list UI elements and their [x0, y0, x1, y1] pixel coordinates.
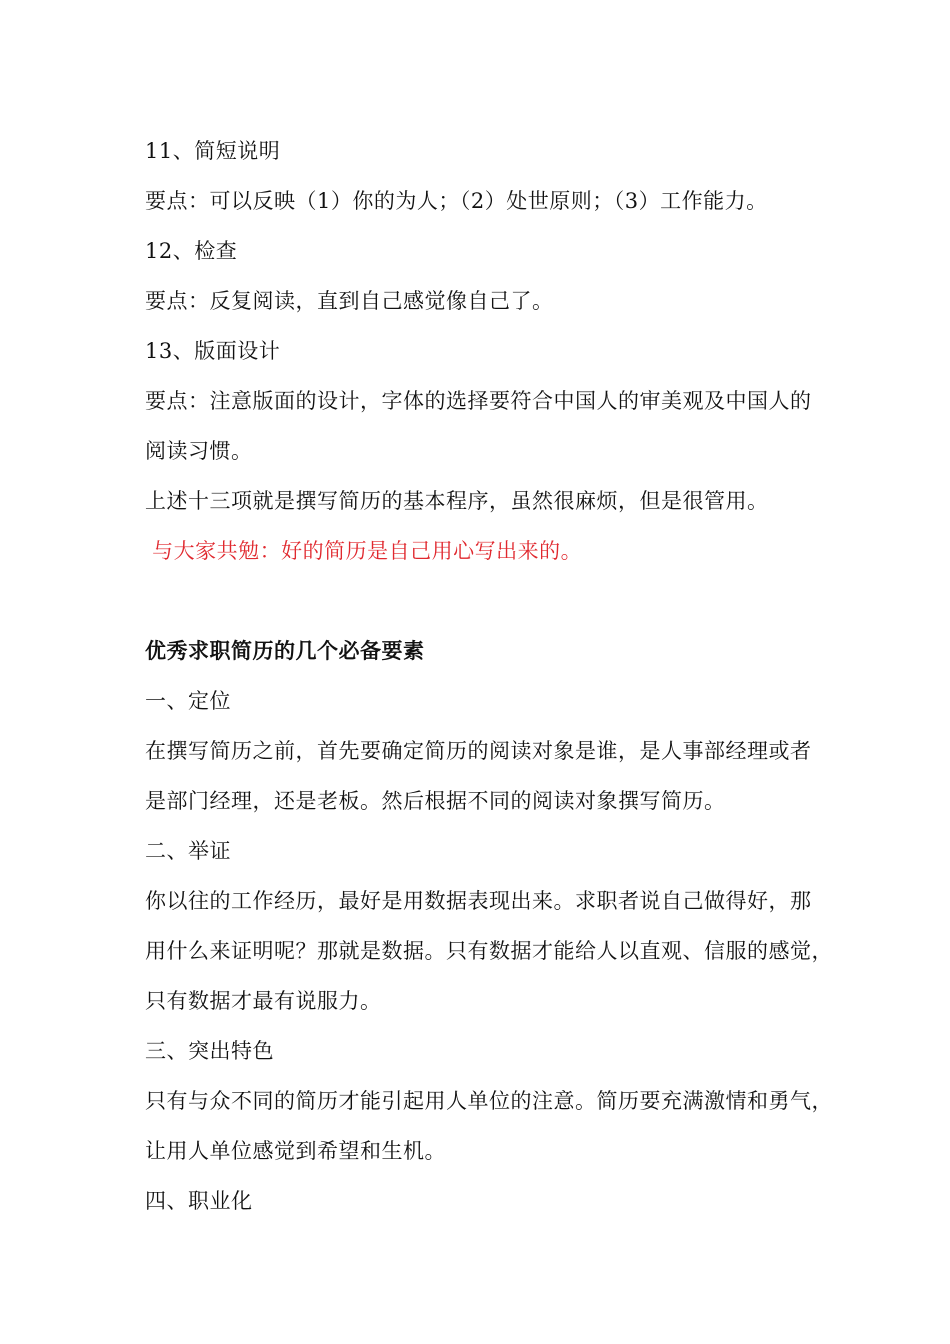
paragraph-features-cont: 让用人单位感觉到希望和生机。: [145, 1139, 446, 1163]
document-body: [145, 126, 865, 1226]
section-heading-positioning: 一、定位: [145, 689, 231, 713]
paragraph-point-11: 要点：可以反映（1）你的为人；（2）处世原则；（3）工作能力。: [145, 189, 768, 213]
section-heading-13: 13、版面设计: [145, 339, 281, 363]
paragraph-positioning: 在撰写简历之前，首先要确定简历的阅读对象是谁，是人事部经理或者: [145, 739, 812, 763]
section-heading-12: 12、检查: [145, 239, 238, 263]
paragraph-point-13-cont: 阅读习惯。: [145, 439, 253, 463]
paragraph-evidence-end: 只有数据才最有说服力。: [145, 989, 382, 1013]
summary-paragraph: 上述十三项就是撰写简历的基本程序，虽然很麻烦，但是很管用。: [145, 489, 769, 513]
highlight-motto: 与大家共勉：好的简历是自己用心写出来的。: [145, 539, 583, 563]
page-title: 优秀求职简历的几个必备要素: [145, 638, 425, 663]
section-heading-features: 三、突出特色: [145, 1039, 274, 1063]
paragraph-point-12: 要点：反复阅读，直到自己感觉像自己了。: [145, 289, 554, 313]
paragraph-positioning-cont: 是部门经理，还是老板。然后根据不同的阅读对象撰写简历。: [145, 789, 726, 813]
paragraph-point-13: 要点：注意版面的设计，字体的选择要符合中国人的审美观及中国人的: [145, 389, 812, 413]
blank-line: [145, 576, 865, 626]
section-heading-professional: 四、职业化: [145, 1189, 253, 1213]
section-heading-11: 11、简短说明: [145, 139, 281, 163]
section-heading-evidence: 二、举证: [145, 839, 231, 863]
paragraph-evidence: 你以往的工作经历，最好是用数据表现出来。求职者说自己做得好，那: [145, 889, 812, 913]
paragraph-features: 只有与众不同的简历才能引起用人单位的注意。简历要充满激情和勇气，: [145, 1089, 833, 1113]
paragraph-evidence-cont: 用什么来证明呢？那就是数据。只有数据才能给人以直观、信服的感觉，: [145, 939, 833, 963]
